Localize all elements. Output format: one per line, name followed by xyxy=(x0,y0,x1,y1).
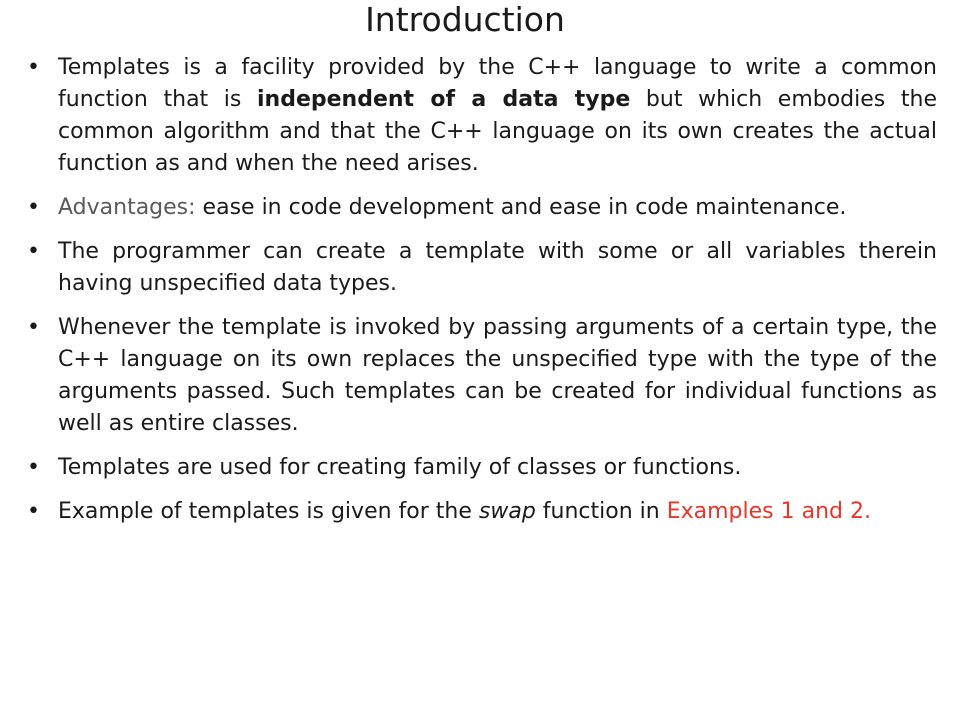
bullet-dot-icon: • xyxy=(27,455,40,480)
bullet-item-family xyxy=(27,452,937,484)
advantages-label: Advantages: xyxy=(58,195,196,220)
bullet-text: Whenever the template is invoked by passing arguments of a certain type, the C++ language on its own replaces the unspecified type with the type of the arguments passed. Such templates can be created for individual functions as well as entire classes. xyxy=(58,315,937,436)
bullet-text: Example of templates is given for the xyxy=(58,499,479,524)
bullet-text: Templates is a facility provided by the C++ language to write a common function that is xyxy=(58,55,937,112)
bullet-item-templates-definition xyxy=(27,52,937,180)
examples-reference-link[interactable]: Examples 1 and 2. xyxy=(666,499,871,524)
swap-keyword: swap xyxy=(478,499,536,524)
bullet-list xyxy=(27,52,937,540)
bullet-dot-icon: • xyxy=(27,499,40,524)
bullet-dot-icon: • xyxy=(27,55,40,80)
bullet-dot-icon: • xyxy=(27,195,40,220)
slide-title: Introduction xyxy=(365,0,565,39)
bullet-dot-icon: • xyxy=(27,315,40,340)
bullet-text: ease in code development and ease in code maintenance. xyxy=(195,195,847,220)
bullet-text: Templates are used for creating family of classes or functions. xyxy=(58,455,742,480)
bullet-text: but which embodies the common algorithm and that the C++ language on its own creates the actual function as and when the need arises. xyxy=(58,87,937,176)
bullet-dot-icon: • xyxy=(27,239,40,264)
bullet-text: The programmer can create a template with some or all variables therein having unspecified data types. xyxy=(58,239,937,296)
bullet-text: function in xyxy=(535,499,667,524)
bullet-bold-text: independent of a data type xyxy=(257,87,631,112)
bullet-item-example xyxy=(27,496,937,528)
bullet-item-advantages xyxy=(27,192,937,224)
bullet-item-invocation xyxy=(27,312,937,440)
bullet-item-programmer xyxy=(27,236,937,300)
